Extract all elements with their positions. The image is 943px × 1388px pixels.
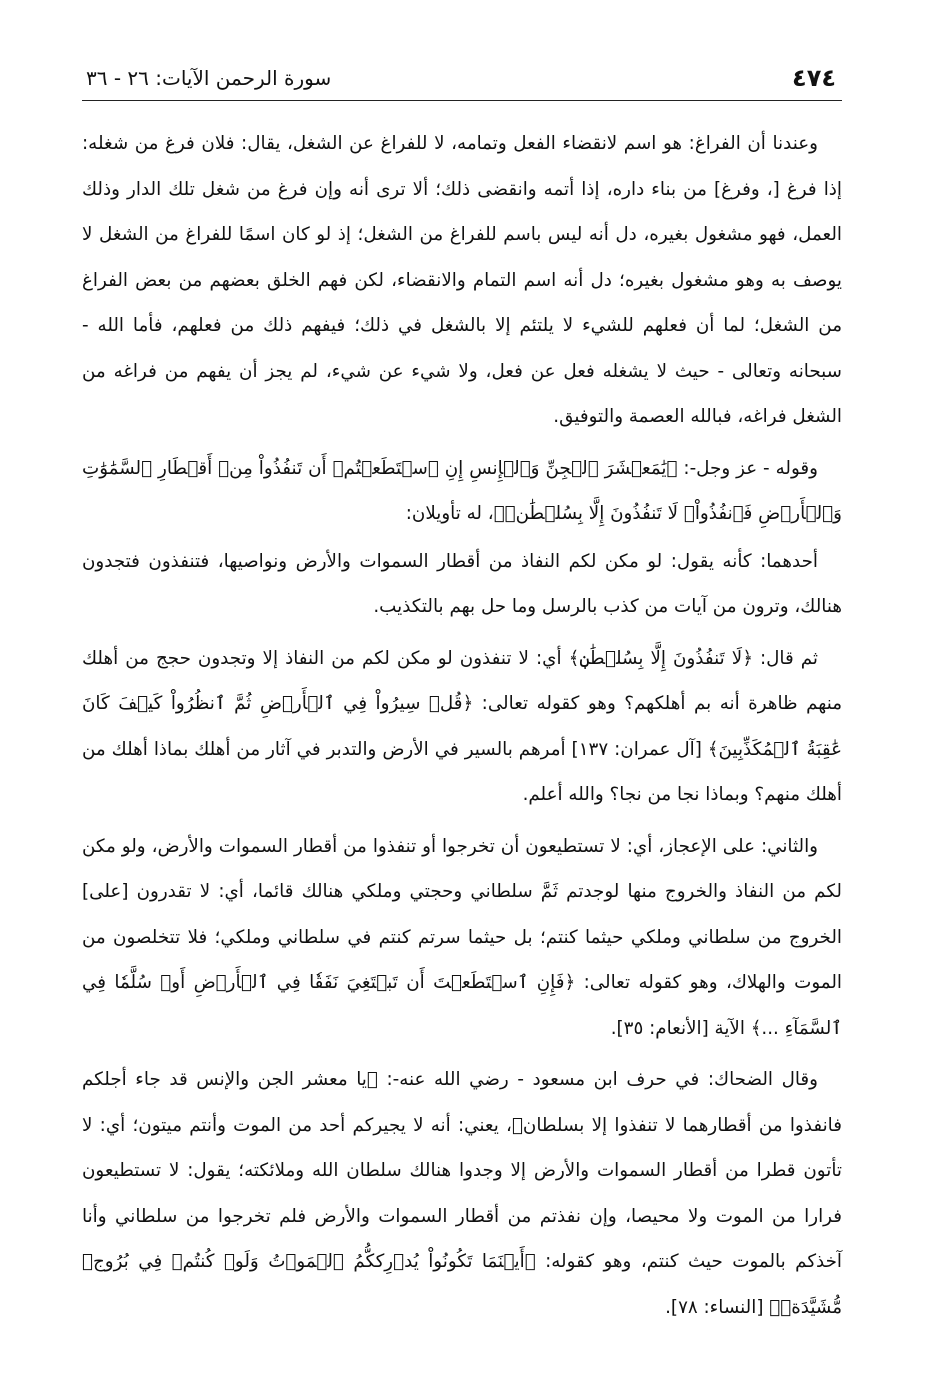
paragraph-verse-quote: وقوله - عز وجل-: ﴿يَٰمَعۡشَرَ ٱلۡجِنِّ وَٱلۡإِنسِ إِنِ ٱسۡتَطَعۡتُمۡ أَن تَنفُذُواْ مِنۡ أَقۡطَارِ ٱلسَّمَٰوَٰتِ وَٱلۡأَرۡضِ فَٱنفُذُواْۚ لَا تَنفُذُونَ إِلَّا بِسُلۡطَٰنٖ﴾، له تأويلان: [82, 457, 842, 524]
page-number: ٤٧٤ [792, 64, 836, 92]
paragraph-then-he-said: ثم قال: ﴿لَا تَنفُذُونَ إِلَّا بِسُلۡطَٰنٖ﴾ أي: لا تنفذون لو مكن لكم من النفاذ إلا وتجدون حجج من أهلك منهم ظاهرة أنه بم أهلكهم؟ وهو كقوله تعالى: ﴿قُلۡ سِيرُواْ فِي ٱلۡأَرۡضِ ثُمَّ ٱنظُرُواْ كَيۡفَ كَانَ عَٰقِبَةُ ٱلۡمُكَذِّبِينَ﴾ [آل عمران: ١٣٧] أمرهم بالسير في الأرض والتدبر في آثار من أهلك بماذا أهلك من أهلك منهم؟ وبماذا نجا من نجا؟ والله أعلم. [82, 647, 842, 805]
running-header [82, 58, 842, 101]
page-body [82, 121, 842, 1330]
paragraph-fragh-definition: وعندنا أن الفراغ: هو اسم لانقضاء الفعل وتمامه، لا للفراغ عن الشغل، يقال: فلان فرغ من شغله: إذا فرغ [، وفرغ] من بناء داره، إذا أتمه وانقضى ذلك؛ ألا ترى أنه وإن فرغ من شغل تلك الدار وذلك العمل، فهو مشغول بغيره، دل أنه ليس باسم للفراغ من الشغل؛ إذ لو كان اسمًا للفراغ من الشغل لا يوصف به وهو مشغول بغيره؛ دل أنه اسم التمام والانقضاء، لكن فهم الخلق بعضهم من بعض الفراغ من الشغل؛ لما أن فعلهم للشيء لا يلتئم إلا بالشغل في ذلك؛ فيفهم ذلك من فعلهم، فأما الله - سبحانه وتعالى - حيث لا يشغله فعل عن فعل، ولا شيء عن شيء، لم يجز أن يفهم من فراغه من الشغل فراغه، فبالله العصمة والتوفيق. [82, 133, 842, 427]
book-page [82, 58, 842, 1358]
paragraph-second-interpretation: والثاني: على الإعجاز، أي: لا تستطيعون أن تخرجوا أو تنفذوا من أقطار السموات والأرض، ولو مكن لكم من النفاذ والخروج منها لوجدتم ثَمَّ سلطاني وحجتي وملكي هنالك قائما، أي: لا تقدرون [على] الخروج من سلطاني وملكي حيثما كنتم؛ بل حيثما سرتم كنتم في سلطاني وملكي؛ فلا تتخلصون من الموت والهلاك، وهو كقوله تعالى: ﴿فَإِنِ ٱسۡتَطَعۡتَ أَن تَبۡتَغِيَ نَفَقٗا فِي ٱلۡأَرۡضِ أَوۡ سُلَّمٗا فِي ٱلسَّمَآءِ ...﴾ الآية [الأنعام: ٣٥]. [82, 835, 842, 1039]
paragraph-first-interpretation: أحدهما: كأنه يقول: لو مكن لكم النفاذ من أقطار السموات والأرض ونواصيها، فتنفذون فتجدون هنالك، وترون من آيات من كذب بالرسل وما حل بهم بالتكذيب. [82, 550, 842, 617]
paragraph-dahhak: وقال الضحاك: في حرف ابن مسعود - رضي الله عنه-: ﴿يا معشر الجن والإنس قد جاء أجلكم فانفذوا من أقطارهما لا تنفذوا إلا بسلطان﴾، يعني: أنه لا يجيركم أحد من الموت وأنتم ميتون؛ أي: لا تأتون قطرا من أقطار السموات والأرض إلا وجدوا هنالك سلطان الله وملائكته؛ يقول: لا تستطيعون فرارا من الموت ولا محيصا، وإن نفذتم من أقطار السموات والأرض فلم تخرجوا من سلطاني وأنا آخذكم بالموت حيث كنتم، وهو كقوله: ﴿أَيۡنَمَا تَكُونُواْ يُدۡرِككُّمُ ٱلۡمَوۡتُ وَلَوۡ كُنتُمۡ فِي بُرُوجٖ مُّشَيَّدَةٖ﴾ [النساء: ٧٨]. [82, 1069, 842, 1318]
surah-title: سورة الرحمن الآيات: ٢٦ - ٣٦ [86, 66, 332, 90]
